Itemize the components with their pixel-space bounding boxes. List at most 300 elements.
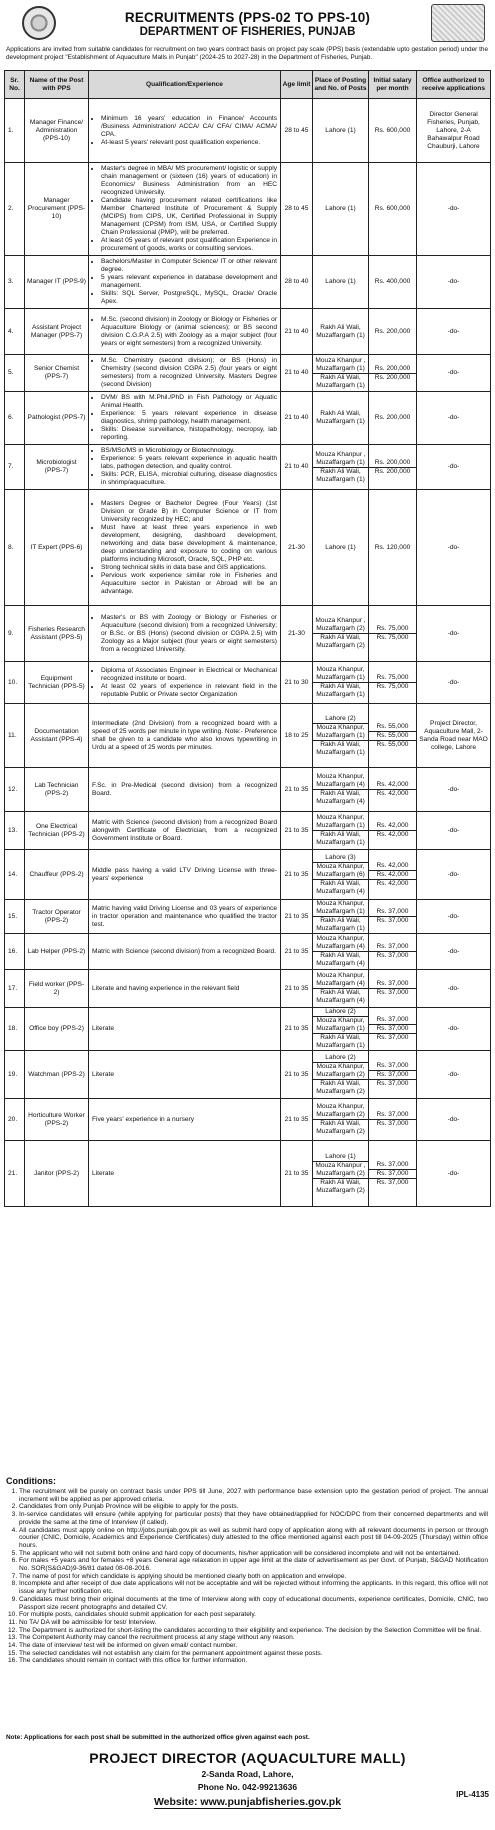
salary-item: Rs. 400,000 <box>374 278 411 285</box>
row-place-of-posting <box>313 1099 369 1141</box>
table-row <box>5 662 491 704</box>
place-item: Lahore (2) <box>313 715 368 724</box>
table-body <box>5 99 491 1207</box>
salary-item: Rs. 600,000 <box>374 205 411 212</box>
row-qualification <box>89 309 281 355</box>
salary-item: Rs. 75,000 <box>369 674 416 683</box>
salary-list <box>369 674 416 691</box>
place-item: Mouza Khanpur, Muzaffargarh (1) <box>313 900 368 917</box>
row-post-name: Lab Technician (PPS-2) <box>25 768 89 812</box>
qualification-item: • DVM/ BS with M.Phil./PhD in Fish Pathology or Aquatic Animal Health. <box>101 394 277 410</box>
row-post-name: Equipment Technician (PPS-5) <box>25 662 89 704</box>
row-age-limit: 21 to 40 <box>281 309 313 355</box>
place-item: Lahore (1) <box>313 1153 368 1162</box>
row-age-limit: 28 to 45 <box>281 163 313 256</box>
table-row <box>5 704 491 768</box>
salary-item: Rs. 42,000 <box>376 790 409 797</box>
place-list <box>313 451 368 484</box>
place-item: Rakh Ali Wali, Muzaffargarh (4) <box>316 879 365 895</box>
row-age-limit: 21 to 35 <box>281 900 313 934</box>
salary-list <box>369 943 416 960</box>
row-post-name: Tractor Operator (PPS-2) <box>25 900 89 934</box>
row-salary <box>369 768 417 812</box>
row-age-limit: 21 to 35 <box>281 970 313 1008</box>
qualification-item: • Skills: PCR, ELISA, microbial culturing, disease diagnostics in shrimp/aquaculture. <box>101 471 277 487</box>
salary-item: Rs. 37,000 <box>369 1025 416 1034</box>
place-item: Mouza Khanpur, Muzaffargarh (6) <box>313 863 368 880</box>
conditions-section <box>6 1476 488 1665</box>
salary-list <box>369 625 416 642</box>
row-office: -do- <box>417 490 491 606</box>
row-sr: 6. <box>5 392 25 445</box>
qualification-text: Middle pass having a valid LTV Driving License with three-years' experience <box>92 866 277 882</box>
qualification-item: • Masters Degree or Bachelor Degree (Four Years) (1st Division or Grade B) in Computer Science or IT from University recognized by HEC; and <box>101 500 277 524</box>
footer <box>0 1748 495 1810</box>
row-qualification <box>89 900 281 934</box>
row-sr: 5. <box>5 355 25 392</box>
row-age-limit: 21 to 35 <box>281 1141 313 1207</box>
place-item: Mouza Khanpur, Muzaffargarh (1) <box>313 1017 368 1034</box>
salary-list <box>369 723 416 749</box>
row-office: -do- <box>417 445 491 490</box>
row-sr: 12. <box>5 768 25 812</box>
place-item: Lahore (1) <box>325 205 356 212</box>
qualification-item: • Bachelors/Master in Computer Science/ IT or other relevant degree. <box>101 258 277 274</box>
place-list <box>313 617 368 650</box>
place-item: Rakh Ali Wali, Muzaffargarh (2) <box>316 634 365 649</box>
place-item: Mouza Khanpur, Muzaffargarh (1) <box>313 814 368 831</box>
row-office: -do- <box>417 606 491 662</box>
row-place-of-posting <box>313 355 369 392</box>
salary-item: Rs. 120,000 <box>374 543 411 551</box>
row-office: -do- <box>417 970 491 1008</box>
table-row <box>5 163 491 256</box>
salary-item: Rs. 42,000 <box>369 862 416 871</box>
row-place-of-posting <box>313 1141 369 1207</box>
place-item: Lahore (1) <box>325 543 356 551</box>
salary-item: Rs. 37,000 <box>369 1170 416 1179</box>
row-office: -do- <box>417 256 491 309</box>
row-age-limit: 21 to 35 <box>281 1008 313 1051</box>
qualification-item: • Experience: 5 years relevant experience in disease diagnostics, shrimp pathology, health management. <box>101 410 277 426</box>
salary-item: Rs. 37,000 <box>376 1178 409 1186</box>
place-item: Rakh Ali Wali, Muzaffargarh (1) <box>316 683 365 698</box>
qualification-text: Matric with Science (second division) from a recognized Board. <box>92 947 276 955</box>
place-item: Rakh Ali Wali, Muzaffargarh (1) <box>316 323 365 339</box>
salary-list <box>369 205 416 213</box>
salary-item: Rs. 37,000 <box>369 1062 416 1071</box>
footer-address: 2-Sanda Road, Lahore, <box>201 1769 294 1779</box>
row-age-limit: 21 to 35 <box>281 812 313 850</box>
row-post-name: Manager Finance/ Administration (PPS-10) <box>25 99 89 163</box>
qualification-text: Five years' experience in a nursery <box>92 1115 195 1123</box>
place-list <box>313 1008 368 1050</box>
place-list <box>313 935 368 968</box>
salary-list <box>369 459 416 476</box>
qualification-item: • Must have at least three years experience in web development, designing, dashboard development, networking and data base development & maintenance, deep understanding and exposure to coding on various platforms including Microsoft, Oracle, SQL, PHP etc. <box>101 524 277 564</box>
row-salary <box>369 1141 417 1207</box>
place-list <box>313 278 368 286</box>
condition-item: 16. The candidates should remain in contact with this office for further information. <box>19 1657 488 1665</box>
qualification-text: F.Sc. in Pre-Medical (second division) from a recognized Board. <box>92 781 277 797</box>
salary-item: Rs. 55,000 <box>376 740 409 748</box>
salary-item: Rs. 37,000 <box>376 1079 409 1087</box>
row-sr: 3. <box>5 256 25 309</box>
place-list <box>313 1103 368 1136</box>
table-row <box>5 812 491 850</box>
place-list <box>313 1054 368 1096</box>
condition-item: 1. The recruitment will be purely on contract basis under PPS till June, 2027 with performance base extension upto the gestation period of project. The annual increment will be applied as per approved criteria. <box>19 1488 488 1503</box>
row-salary <box>369 606 417 662</box>
salary-item: Rs. 37,000 <box>376 952 409 959</box>
qualification-item: • Skills: Disease surveillance, histopathology, necropsy, lab reporting. <box>101 426 277 442</box>
place-item: Rakh Ali Wali, Muzaffargarh (4) <box>316 790 365 805</box>
salary-item: Rs. 37,000 <box>376 1034 409 1041</box>
condition-item: 2. Candidates from only Punjab Province will be eligible to apply for the posts. <box>19 1503 488 1511</box>
row-qualification <box>89 970 281 1008</box>
row-salary <box>369 900 417 934</box>
footer-website: Website: www.punjabfisheries.gov.pk <box>153 1796 342 1808</box>
row-age-limit: 18 to 25 <box>281 704 313 768</box>
row-sr: 16. <box>5 934 25 970</box>
row-salary <box>369 445 417 490</box>
condition-item: 5. The applicant who will not submit both online and hard copy of documents, his/her application will be considered incomplete and will not be entertained. <box>19 1550 488 1558</box>
row-sr: 2. <box>5 163 25 256</box>
table-row <box>5 445 491 490</box>
salary-list <box>369 1062 416 1088</box>
salary-list <box>369 127 416 135</box>
row-post-name: Manager IT (PPS-9) <box>25 256 89 309</box>
table-header-row <box>5 71 491 99</box>
salary-item: Rs. 200,000 <box>369 459 416 468</box>
table-row <box>5 99 491 163</box>
salary-list <box>369 908 416 925</box>
fisheries-department-logo-icon <box>431 4 485 42</box>
row-post-name: Chauffeur (PPS-2) <box>25 850 89 900</box>
row-place-of-posting <box>313 704 369 768</box>
conditions-title: Conditions: <box>6 1476 56 1486</box>
place-item: Rakh Ali Wali, Muzaffargarh (2) <box>316 1120 365 1135</box>
qualification-list <box>101 500 277 596</box>
place-item: Rakh Ali Wali, Muzaffargarh (1) <box>316 467 365 483</box>
salary-item: Rs. 37,000 <box>369 908 416 917</box>
place-list <box>313 357 368 390</box>
page-title: RECRUITMENTS (PPS-02 TO PPS-10) <box>124 10 371 25</box>
qualification-item: • Minimum 16 years' education in Finance/ Accounts /Business Administration/ ACCA/ CA/ CFA/ CIMA/ ACMA/ CPA. <box>101 115 277 139</box>
row-sr: 21. <box>5 1141 25 1207</box>
place-item: Lahore (1) <box>325 126 356 134</box>
row-qualification <box>89 163 281 256</box>
row-sr: 10. <box>5 662 25 704</box>
place-item: Rakh Ali Wali, Muzaffargarh (2) <box>316 1079 365 1095</box>
qualification-item: • Candidate having procurement related certifications like Member Chartered Institute of Procurement & Supply (MCIPS) from CIPS, UK, Certified Professional in Supply Management (CPSM) from ISM, USA, or Certified Supply Chain Professional (PMP), will be preferred. <box>101 197 277 237</box>
row-salary <box>369 490 417 606</box>
row-age-limit: 21 to 40 <box>281 392 313 445</box>
row-sr: 19. <box>5 1051 25 1099</box>
row-qualification <box>89 1051 281 1099</box>
salary-item: Rs. 42,000 <box>376 831 409 838</box>
salary-list <box>369 862 416 888</box>
row-salary <box>369 99 417 163</box>
row-place-of-posting <box>313 900 369 934</box>
row-office: -do- <box>417 1051 491 1099</box>
salary-item: Rs. 42,000 <box>369 822 416 831</box>
salary-list <box>369 365 416 382</box>
row-salary <box>369 1051 417 1099</box>
salary-list <box>369 414 416 422</box>
salary-item: Rs. 75,000 <box>376 683 409 690</box>
row-post-name: Manager Procurement (PPS-10) <box>25 163 89 256</box>
row-post-name: One Electrical Technician (PPS-2) <box>25 812 89 850</box>
place-item: Rakh Ali Wali, Muzaffargarh (4) <box>316 952 365 967</box>
qualification-list <box>101 394 277 442</box>
row-post-name: Horticulture Worker (PPS-2) <box>25 1099 89 1141</box>
row-sr: 1. <box>5 99 25 163</box>
qualification-list <box>101 447 277 487</box>
place-item: Rakh Ali Wali, Muzaffargarh (1) <box>316 410 365 425</box>
row-salary <box>369 256 417 309</box>
row-age-limit: 21 to 35 <box>281 850 313 900</box>
place-item: Rakh Ali Wali, Muzaffargarh (1) <box>316 917 365 932</box>
condition-item: 15. The selected candidates will not establish any claim for the permanent appointment against these posts. <box>19 1650 488 1658</box>
row-place-of-posting <box>313 606 369 662</box>
place-item: Mouza Khanpur, Muzaffargarh (2) <box>313 1063 368 1080</box>
salary-item: Rs. 200,000 <box>369 365 416 374</box>
condition-item: 11. No TA/ DA will be admissible for test/ Interview. <box>19 1619 488 1627</box>
salary-item: Rs. 37,000 <box>369 980 416 989</box>
table-row <box>5 1099 491 1141</box>
row-qualification <box>89 355 281 392</box>
row-place-of-posting <box>313 1008 369 1051</box>
row-salary <box>369 309 417 355</box>
row-qualification <box>89 934 281 970</box>
row-place-of-posting <box>313 445 369 490</box>
row-sr: 11. <box>5 704 25 768</box>
place-list <box>313 410 368 426</box>
place-item: Rakh Ali Wali, Muzaffargarh (1) <box>316 1034 365 1049</box>
row-qualification <box>89 1141 281 1207</box>
salary-item: Rs. 42,000 <box>369 781 416 790</box>
row-qualification <box>89 445 281 490</box>
qualification-item: • BS/MSc/MS in Microbiology or Biotechnology. <box>101 447 277 455</box>
qualification-item: • Pervious work experience similar role in Fisheries and Aquaculture sector in Pakistan or Abroad will be an advantage. <box>101 572 277 596</box>
place-item: Lahore (1) <box>325 278 356 285</box>
place-item: Mouza Khanpur, Muzaffargarh (1) <box>313 666 368 683</box>
qualification-item: • At least 05 years of relevant post qualification Experience in procurement of goods, works or consulting services. <box>101 237 277 253</box>
table-row <box>5 392 491 445</box>
row-salary <box>369 662 417 704</box>
header-place: Place of Posting and No. of Posts <box>313 71 369 99</box>
row-sr: 15. <box>5 900 25 934</box>
place-item: Rakh Ali Wali, Muzaffargarh (1) <box>316 740 365 756</box>
place-list <box>313 854 368 896</box>
qualification-item: • Master's degree in MBA/ MS procurement/ logistic or supply chain management or (sixteen (16) years of education) in Economics/ Business Administration from an HEC recognized University. <box>101 165 277 197</box>
salary-list <box>369 1161 416 1187</box>
place-item: Mouza Khanpur , Muzaffargarh (1) <box>313 451 368 468</box>
row-qualification <box>89 812 281 850</box>
qualification-list <box>101 614 277 654</box>
row-salary <box>369 704 417 768</box>
row-salary <box>369 812 417 850</box>
qualification-item: • At-least 5 years' relevant post qualification experience. <box>101 139 277 147</box>
condition-item: 14. The date of interview/ test will be informed on given email/ contact number. <box>19 1642 488 1650</box>
row-qualification <box>89 606 281 662</box>
salary-item: Rs. 200,000 <box>374 327 411 335</box>
row-age-limit: 28 to 40 <box>281 256 313 309</box>
row-office: -do- <box>417 850 491 900</box>
row-salary <box>369 355 417 392</box>
salary-list <box>369 781 416 798</box>
salary-item: Rs. 200,000 <box>374 414 411 421</box>
place-item: Rakh Ali Wali, Muzaffargarh (1) <box>316 373 365 389</box>
salary-list <box>369 544 416 552</box>
table-row <box>5 768 491 812</box>
qualification-list <box>101 316 277 348</box>
row-place-of-posting <box>313 1051 369 1099</box>
row-post-name: Documentation Assistant (PPS-4) <box>25 704 89 768</box>
header-sr: Sr. No. <box>5 71 25 99</box>
row-place-of-posting <box>313 99 369 163</box>
row-place-of-posting <box>313 970 369 1008</box>
qualification-text: Matric with Science (second division) from a recognized Board alongwith Certificate of Electrician, from a recognized Government Institute or Board. <box>92 818 277 842</box>
row-office: -do- <box>417 392 491 445</box>
row-age-limit: 21 to 35 <box>281 1099 313 1141</box>
salary-item: Rs. 75,000 <box>369 625 416 634</box>
row-office: -do- <box>417 355 491 392</box>
header-salary: Initial salary per month <box>369 71 417 99</box>
salary-item: Rs. 600,000 <box>374 126 411 134</box>
place-list <box>313 544 368 552</box>
row-place-of-posting <box>313 256 369 309</box>
row-age-limit: 21-30 <box>281 606 313 662</box>
place-item: Rakh Ali Wali, Muzaffargarh (2) <box>316 1178 365 1194</box>
row-qualification <box>89 256 281 309</box>
table-row <box>5 309 491 355</box>
table-row <box>5 1051 491 1099</box>
footer-phone: Phone No. 042-99213636 <box>197 1782 298 1792</box>
header <box>0 0 495 52</box>
place-item: Lahore (2) <box>313 1008 368 1017</box>
row-sr: 18. <box>5 1008 25 1051</box>
place-list <box>313 814 368 847</box>
qualification-text: Literate <box>92 1169 114 1177</box>
row-qualification <box>89 392 281 445</box>
qualification-item: • Skills: SQL Server, PostgreSQL, MySQL, Oracle/ Oracle Apex. <box>101 290 277 306</box>
place-item: Rakh Ali Wali, Muzaffargarh (4) <box>316 989 365 1004</box>
salary-item: Rs. 37,000 <box>369 1161 416 1170</box>
place-item: Mouza Khanpur, Muzaffargarh (2) <box>313 1103 368 1120</box>
place-list <box>313 773 368 806</box>
row-office: Director General Fisheries, Punjab, Lahore, 2-A Bahawalpur Road Chauburji, Lahore <box>417 99 491 163</box>
row-post-name: Fisheries Research Assistant (PPS-5) <box>25 606 89 662</box>
row-place-of-posting <box>313 490 369 606</box>
place-item: Lahore (3) <box>313 854 368 863</box>
condition-item: 9. Candidates must bring their original documents at the time of Interview along with copy of educational documents, experience certificates, Domicile, CNIC, two Passport size recent photographs and detailed CV. <box>19 1596 488 1611</box>
row-post-name: Office boy (PPS-2) <box>25 1008 89 1051</box>
row-post-name: Microbiologist (PPS-7) <box>25 445 89 490</box>
place-item: Mouza Khanpur, Muzaffargarh (4) <box>313 773 368 790</box>
qualification-list <box>101 165 277 253</box>
condition-item: 3. In-service candidates will ensure (while applying for particular posts) that they have obtained/applied for NOC/DPC from their concerned departments and will provide the same at the time of Interview (if called). <box>19 1511 488 1526</box>
place-list <box>313 900 368 933</box>
row-age-limit: 28 to 45 <box>281 99 313 163</box>
salary-item: Rs. 55,000 <box>369 732 416 741</box>
qualification-text: Literate <box>92 1025 114 1032</box>
qualification-list <box>101 115 277 147</box>
table-row <box>5 850 491 900</box>
intro-paragraph: Applications are invited from suitable candidates for recruitment on two years contract basis on project pay scale (PPS) basis (extendable upto gestation period) under the development project "Establishment of Aquaculture Malls in Punjab" (2024-25 to 2027-28) in the Department of Fisheries, Punjab. <box>6 46 488 61</box>
row-salary <box>369 163 417 256</box>
salary-item: Rs. 37,000 <box>376 917 409 924</box>
row-post-name: Watchman (PPS-2) <box>25 1051 89 1099</box>
recruitment-table <box>4 70 491 1207</box>
table-row <box>5 1008 491 1051</box>
row-office: -do- <box>417 900 491 934</box>
salary-item: Rs. 42,000 <box>376 879 409 887</box>
row-office: -do- <box>417 662 491 704</box>
row-salary <box>369 934 417 970</box>
row-office: -do- <box>417 1008 491 1051</box>
row-office: Project Director, Aquaculture Mall, 2-Sanda Road near MAO college, Lahore <box>417 704 491 768</box>
qualification-text: Literate <box>92 1070 114 1078</box>
row-salary <box>369 970 417 1008</box>
place-list <box>313 666 368 699</box>
row-age-limit: 21 to 40 <box>281 445 313 490</box>
place-list <box>313 972 368 1005</box>
qualification-item: • M.Sc. Chemistry (second division); or BS (Hons) in Chemistry (second division CGPA 2.5) (four years or eight semesters) from a recognized University. Masters Degree (second Division) <box>101 357 277 389</box>
qualification-item: • Diploma of Associates Engineer in Electrical or Mechanical recognized institute or board. <box>101 667 277 683</box>
salary-list <box>369 980 416 997</box>
header-office: Office authorized to receive applications <box>417 71 491 99</box>
row-age-limit: 21-30 <box>281 490 313 606</box>
row-office: -do- <box>417 812 491 850</box>
row-sr: 9. <box>5 606 25 662</box>
condition-item: 13. The Competent Authority may cancel the recruitment process at any stage without any reason. <box>19 1634 488 1642</box>
salary-item: Rs. 37,000 <box>376 1120 409 1127</box>
table-row <box>5 606 491 662</box>
row-sr: 7. <box>5 445 25 490</box>
qualification-item: • 5 years relevant experience in database development and management. <box>101 274 277 290</box>
qualification-list <box>101 258 277 306</box>
row-sr: 8. <box>5 490 25 606</box>
table-row <box>5 256 491 309</box>
row-place-of-posting <box>313 768 369 812</box>
place-item: Mouza Khanpur, Muzaffargarh (4) <box>313 935 368 952</box>
row-place-of-posting <box>313 662 369 704</box>
salary-item: Rs. 37,000 <box>369 1016 416 1025</box>
salary-list <box>369 328 416 336</box>
row-qualification <box>89 99 281 163</box>
row-sr: 4. <box>5 309 25 355</box>
row-age-limit: 21 to 35 <box>281 1051 313 1099</box>
qualification-item: • M.Sc. (second division) in Zoology or Biology or Fisheries or Aquaculture Biology or (animal sciences); or BS second division C.G.P.A 2.5) with Zoology as a major subject (four years or eight semesters) from a recognized University. <box>101 316 277 348</box>
row-office: -do- <box>417 1099 491 1141</box>
row-sr: 20. <box>5 1099 25 1141</box>
header-age: Age limit <box>281 71 313 99</box>
salary-list <box>369 278 416 286</box>
row-qualification <box>89 662 281 704</box>
row-salary <box>369 850 417 900</box>
row-place-of-posting <box>313 392 369 445</box>
salary-item: Rs. 37,000 <box>369 1071 416 1080</box>
table-row <box>5 900 491 934</box>
salary-list <box>369 822 416 839</box>
place-item: Rakh Ali Wali, Muzaffargarh (1) <box>316 831 365 846</box>
row-age-limit: 21 to 30 <box>281 662 313 704</box>
place-item: Lahore (2) <box>313 1054 368 1063</box>
row-age-limit: 21 to 35 <box>281 768 313 812</box>
place-list <box>313 324 368 340</box>
